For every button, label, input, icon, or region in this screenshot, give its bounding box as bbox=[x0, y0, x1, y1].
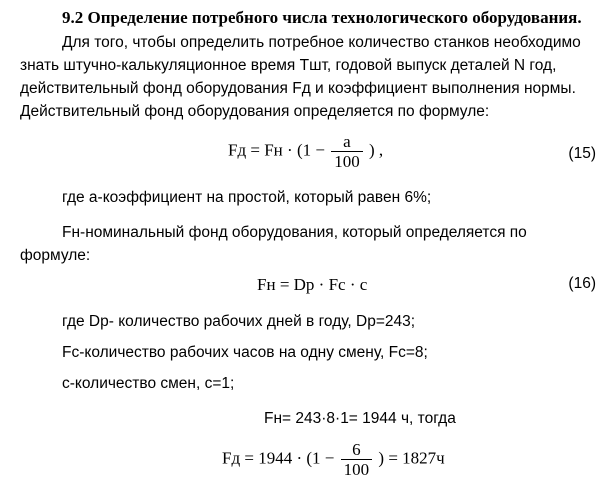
formula-final-close: ) bbox=[378, 448, 385, 468]
formula-final-open: (1 bbox=[306, 448, 321, 468]
nominal-line-2: формуле: bbox=[20, 247, 91, 264]
formula-15-dot: · bbox=[287, 140, 293, 160]
formula-final-numerator: 6 bbox=[341, 440, 373, 460]
equation-number-16: (16) bbox=[568, 275, 596, 292]
formula-16-eq: = bbox=[279, 275, 290, 294]
formula-16 bbox=[257, 275, 367, 295]
intro-line-4: Действительный фонд оборудования определяется по формуле: bbox=[20, 103, 490, 120]
formula-final-result: 1827ч bbox=[402, 448, 445, 468]
formula-16-lhs: Fн bbox=[257, 275, 276, 294]
formula-final bbox=[222, 440, 445, 479]
calculation-line: Fн= 243·8·1= 1944 ч, тогда bbox=[264, 410, 456, 427]
formula-15 bbox=[228, 132, 383, 171]
formula-final-fraction bbox=[341, 440, 373, 479]
formula-final-eq2: = bbox=[388, 448, 398, 468]
intro-line-2: знать штучно-калькуляционное время Тшт, годовой выпуск деталей N год, bbox=[20, 57, 557, 74]
section-heading: 9.2 Определение потребного числа технологического оборудования. bbox=[62, 8, 582, 27]
formula-15-close: ) bbox=[368, 140, 375, 160]
formula-15-fraction bbox=[331, 132, 363, 171]
formula-15-minus: − bbox=[315, 140, 325, 160]
formula-15-denominator: 100 bbox=[334, 152, 360, 171]
intro-line-3: действительный фонд оборудования Fд и коэффициент выполнения нормы. bbox=[20, 80, 576, 97]
formula-final-eq: = bbox=[244, 448, 254, 468]
formula-final-denominator: 100 bbox=[343, 460, 370, 479]
formula-final-value: 1944 bbox=[258, 448, 293, 468]
formula-15-numerator: a bbox=[331, 132, 363, 152]
intro-paragraph bbox=[20, 31, 596, 123]
shift-count-line: с-количество смен, с=1; bbox=[62, 375, 235, 392]
formula-final-lhs: Fд bbox=[222, 448, 241, 468]
workdays-line: где Dр- количество рабочих дней в году, Dр=243; bbox=[62, 313, 416, 330]
formula-16-rhs: Dр · Fс · с bbox=[293, 275, 368, 294]
intro-line-1: Для того, чтобы определить потребное количество станков необходимо bbox=[62, 34, 581, 51]
nominal-line-1: Fн-номинальный фонд оборудования, который определяется по bbox=[62, 224, 527, 241]
formula-15-fn: Fн bbox=[264, 140, 283, 160]
formula-15-open: (1 bbox=[296, 140, 312, 160]
formula-15-comma: , bbox=[378, 140, 384, 160]
formula-15-eq: = bbox=[250, 140, 260, 160]
nominal-fund-paragraph bbox=[20, 221, 596, 267]
formula-final-minus: − bbox=[324, 448, 335, 468]
shift-hours-line: Fс-количество рабочих часов на одну смену, Fс=8; bbox=[62, 344, 428, 361]
equation-number-15: (15) bbox=[568, 145, 596, 162]
formula-final-dot: · bbox=[296, 448, 303, 468]
formula-15-lhs: Fд bbox=[228, 140, 247, 160]
coefficient-line: где а-коэффициент на простой, который равен 6%; bbox=[62, 189, 432, 206]
